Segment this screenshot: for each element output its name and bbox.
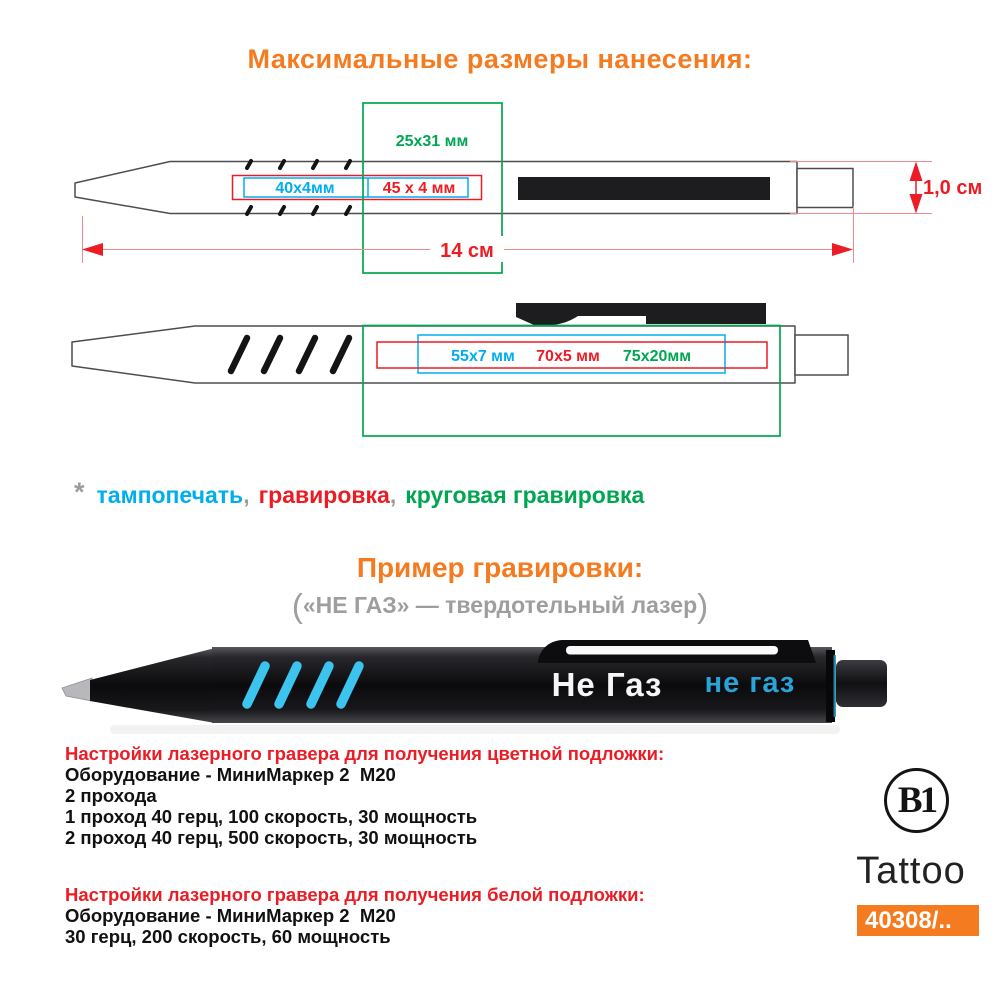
push-button-top-view — [797, 169, 853, 208]
engraving-white-text: Не Газ — [551, 666, 663, 703]
clip-top-view — [518, 177, 770, 200]
legend-item-engraving: гравировка — [258, 482, 390, 508]
clip-side-view — [516, 303, 766, 326]
label-40x4: 40x4мм — [275, 180, 335, 197]
example-heading: Пример гравировки: — [356, 552, 644, 583]
settings-line: Оборудование - МиниМаркер 2 М20 — [65, 905, 396, 926]
settings-line: Оборудование - МиниМаркер 2 М20 — [65, 764, 396, 785]
legend-item-pad-print: тампопечать — [96, 482, 244, 508]
length-dimension — [82, 206, 854, 263]
settings-white-block — [65, 884, 745, 947]
imprint-methods-legend: * тампопечать, гравировка, круговая гравировка — [74, 477, 645, 508]
pen-photo-tip — [62, 678, 92, 701]
pen-photo-cone — [90, 648, 215, 723]
pen-photo-clip-slot — [566, 646, 778, 655]
push-button-side-view — [795, 335, 848, 375]
settings-color-block — [65, 743, 745, 848]
label-45x4: 45 x 4 мм — [382, 180, 456, 197]
settings-line: 2 прохода — [65, 785, 157, 806]
settings-color-title: Настройки лазерного гравера для получения цветной подложки: — [65, 743, 665, 764]
label-25x31: 25x31 мм — [395, 133, 469, 150]
label-75x20: 75x20мм — [622, 348, 692, 365]
legend-item-circular-engraving: круговая гравировка — [405, 482, 645, 508]
example-subtitle: («НЕ ГАЗ» — твердотельный лазер) — [291, 587, 709, 624]
legend-asterisk: * — [74, 477, 85, 507]
pen-side-view-diagram — [72, 303, 848, 436]
pen-photo — [62, 640, 887, 734]
label-70x5: 70x5 мм — [536, 348, 600, 365]
hardness-badge: B1 — [884, 768, 949, 833]
page-title: Максимальные размеры нанесения: — [247, 44, 753, 74]
settings-line: 30 герц, 200 скорость, 60 мощность — [65, 926, 391, 947]
settings-line: 2 проход 40 герц, 500 скорость, 30 мощность — [65, 827, 478, 848]
settings-line: 1 проход 40 герц, 100 скорость, 30 мощность — [65, 806, 478, 827]
settings-white-title: Настройки лазерного гравера для получения белой подложки: — [65, 884, 645, 905]
label-1-0cm: 1,0 см — [923, 177, 983, 199]
brand-name: Tattoo — [856, 850, 966, 892]
label-14cm: 14 см — [440, 240, 494, 262]
pen-photo-button — [836, 660, 887, 707]
sku-badge: 40308/.. — [857, 905, 979, 936]
label-55x7: 55x7 мм — [451, 348, 515, 365]
engraving-blue-text: не газ — [704, 667, 796, 699]
